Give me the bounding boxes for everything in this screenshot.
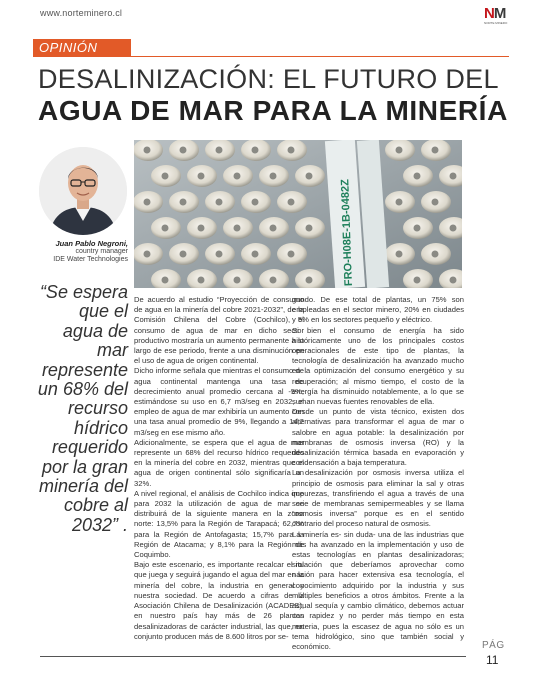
membrane-cap-center <box>414 225 421 232</box>
article-column-2 <box>292 295 464 652</box>
membrane-cap-center <box>198 225 205 232</box>
author-photo <box>39 147 127 235</box>
membrane-cap-center <box>216 147 223 154</box>
membrane-cap-center <box>414 277 421 284</box>
membrane-cap-center <box>180 199 187 206</box>
membrane-cap-center <box>234 173 241 180</box>
paragraph: Dicho informe señala que mientras el consumo de agua continental mantenga una tasa de decrecimiento anual promedio cercana al -5%, estimándose su uso en 6,7 m3/seg en 2032, el empleo de agua de mar exhibiría un aumento con una tasa anual promedio de 9%, llegando a 14,2 m3/seg en ese mismo año. <box>134 366 304 437</box>
membrane-cap-center <box>432 251 439 258</box>
membrane-cap-center <box>180 251 187 258</box>
membrane-cap-center <box>288 251 295 258</box>
article-column-1 <box>134 295 304 642</box>
website-url[interactable]: www.nortеminero.cl <box>40 8 123 18</box>
membrane-cap-center <box>252 251 259 258</box>
section-tag: OPINIÓN <box>33 39 131 56</box>
membrane-cap-center <box>396 251 403 258</box>
article-title-line2: AGUA DE MAR PARA LA MINERÍA <box>38 95 508 126</box>
author-name: Juan Pablo Negroni, <box>55 239 128 248</box>
membrane-cap-center <box>396 147 403 154</box>
membrane-cap-center <box>450 277 457 284</box>
membrane-cap-center <box>270 173 277 180</box>
membrane-cap-center <box>144 147 151 154</box>
author-role: country manager <box>75 248 128 255</box>
membrane-cap-center <box>162 277 169 284</box>
membrane-cap-center <box>450 173 457 180</box>
membrane-cap-center <box>414 173 421 180</box>
pipe-label-text: FRO-H08E-1B-0482Z <box>339 178 355 287</box>
membrane-cap-center <box>198 277 205 284</box>
paragraph: La minería es- sin duda- una de las industrias que más ha avanzado en la implementación y uso de estas tecnologías en plantas desalinizadoras; situación que deberíamos aprovechar como nación para hacer extensiva esa tecnología, el conocimiento adquirido por la industria y sus múltiples beneficios a otros ámbitos. Frente a la actual sequía y cambio climático, debemos actuar con rapidez y no perder más tiempo en esta materia, pues la escasez de agua no sólo es un tema hidrológico, sino que también social y económico. <box>292 529 464 651</box>
membrane-cap-center <box>144 199 151 206</box>
paragraph: A nivel regional, el análisis de Cochilco indica que para 2032 la utilización de agua de mar se distribuirá de la siguiente manera en la zona norte: 13,5% para la Región de Tarapacá; 62,7% para la Región de Antofagasta; 15,7% para la Región de Atacama; y 8,1% para la Región de Coquimbo. <box>134 488 304 560</box>
membrane-cap-center <box>270 277 277 284</box>
membrane-cap-center <box>306 277 313 284</box>
membrane-cap-center <box>144 251 151 258</box>
paragraph: Adicionalmente, se espera que el agua de mar represente un 68% del recurso hídrico requerido en la minería del cobre en 2032, mientras que el agua de origen continental sólo significaría un 32%. <box>134 437 304 488</box>
membrane-cap-center <box>252 199 259 206</box>
membrane-cap-center <box>306 225 313 232</box>
paragraph: Desde un punto de vista técnico, existen dos alternativas para transformar el agua de mar o salobre en agua potable: la desalinización por membranas de osmosis inversa (RO) y la desalinización térmica basada en evaporación y condensación a baja temperatura. <box>292 407 464 468</box>
membrane-cap-center <box>180 147 187 154</box>
membrane-pipes-photo <box>134 140 462 288</box>
membrane-cap-center <box>216 251 223 258</box>
pipes-illustration <box>134 140 462 288</box>
section-bar <box>33 39 509 57</box>
membrane-cap-center <box>234 225 241 232</box>
pull-quote: “Se espera que el agua de mar represente un 68% del recurso hídrico requerido por la gran minería del cobre al 2032” . <box>37 282 128 535</box>
membrane-cap-center <box>450 225 457 232</box>
paragraph: gundo. De ese total de plantas, un 75% son empleadas en el sector minero, 20% en ciudades y 5% en los sectores pequeño y eléctrico. <box>292 295 464 325</box>
norte-minero-logo <box>484 7 508 29</box>
membrane-cap-center <box>288 199 295 206</box>
membrane-cap-center <box>396 199 403 206</box>
membrane-cap-center <box>288 147 295 154</box>
paragraph: Bajo este escenario, es importante recalcar el rol que juega y seguirá jugando el agua del mar en la minería del cobre, la industria en general y nuestra sociedad. De acuerdo a cifras de la Asociación Chilena de Desalinización (ACADES), en nuestro país hay más de 26 plantas desalinizadoras de carácter industrial, las que, en conjunto producen más de 8.600 litros por se- <box>134 560 304 641</box>
author-company: IDE Water Technologies <box>53 256 128 263</box>
membrane-cap-center <box>432 147 439 154</box>
membrane-cap-center <box>162 173 169 180</box>
paragraph: La desalinización por osmosis inversa utiliza el principio de osmosis para eliminar la sal y otras impurezas, transfiriendo el agua a través de una serie de membranas semipermeables y se llama “osmosis inversa” porque es en el sentido contrario del proceso natural de osmosis. <box>292 468 464 529</box>
membrane-cap-center <box>306 173 313 180</box>
author-portrait <box>39 147 127 235</box>
article-title-line1: DESALINIZACIÓN: EL FUTURO DEL <box>38 64 499 94</box>
logo-subtext: NORTE MINERO <box>484 21 508 25</box>
membrane-cap-center <box>432 199 439 206</box>
paragraph: Si bien el consumo de energía ha sido históricamente uno de los principales costos operacionales de este tipo de plantas, la tecnología de desalinización ha avanzado mucho en la optimización del consumo energético y su recuperación; al mismo tiempo, el costo de la energía ha disminuido notablemente, a lo que se suman nuevas fuentes renovables de ella. <box>292 325 464 407</box>
membrane-cap-center <box>216 199 223 206</box>
membrane-cap-center <box>198 173 205 180</box>
membrane-cap-center <box>234 277 241 284</box>
page-label: PÁG <box>482 640 505 651</box>
membrane-cap-center <box>162 225 169 232</box>
footer-rule <box>40 656 466 657</box>
membrane-cap-center <box>252 147 259 154</box>
membrane-cap-center <box>270 225 277 232</box>
page-number: 11 <box>486 653 499 667</box>
logo-text: NM <box>484 5 506 22</box>
paragraph: De acuerdo al estudio “Proyección de consumo de agua en la minería del cobre 2021-2032”, de la Comisión Chilena del Cobre (Cochilco), el consumo de agua de mar en dicho sector productivo mostraría un aumento permanente a lo largo de ese periodo, frente a una disminución en el uso de agua de origen continental. <box>134 295 304 366</box>
